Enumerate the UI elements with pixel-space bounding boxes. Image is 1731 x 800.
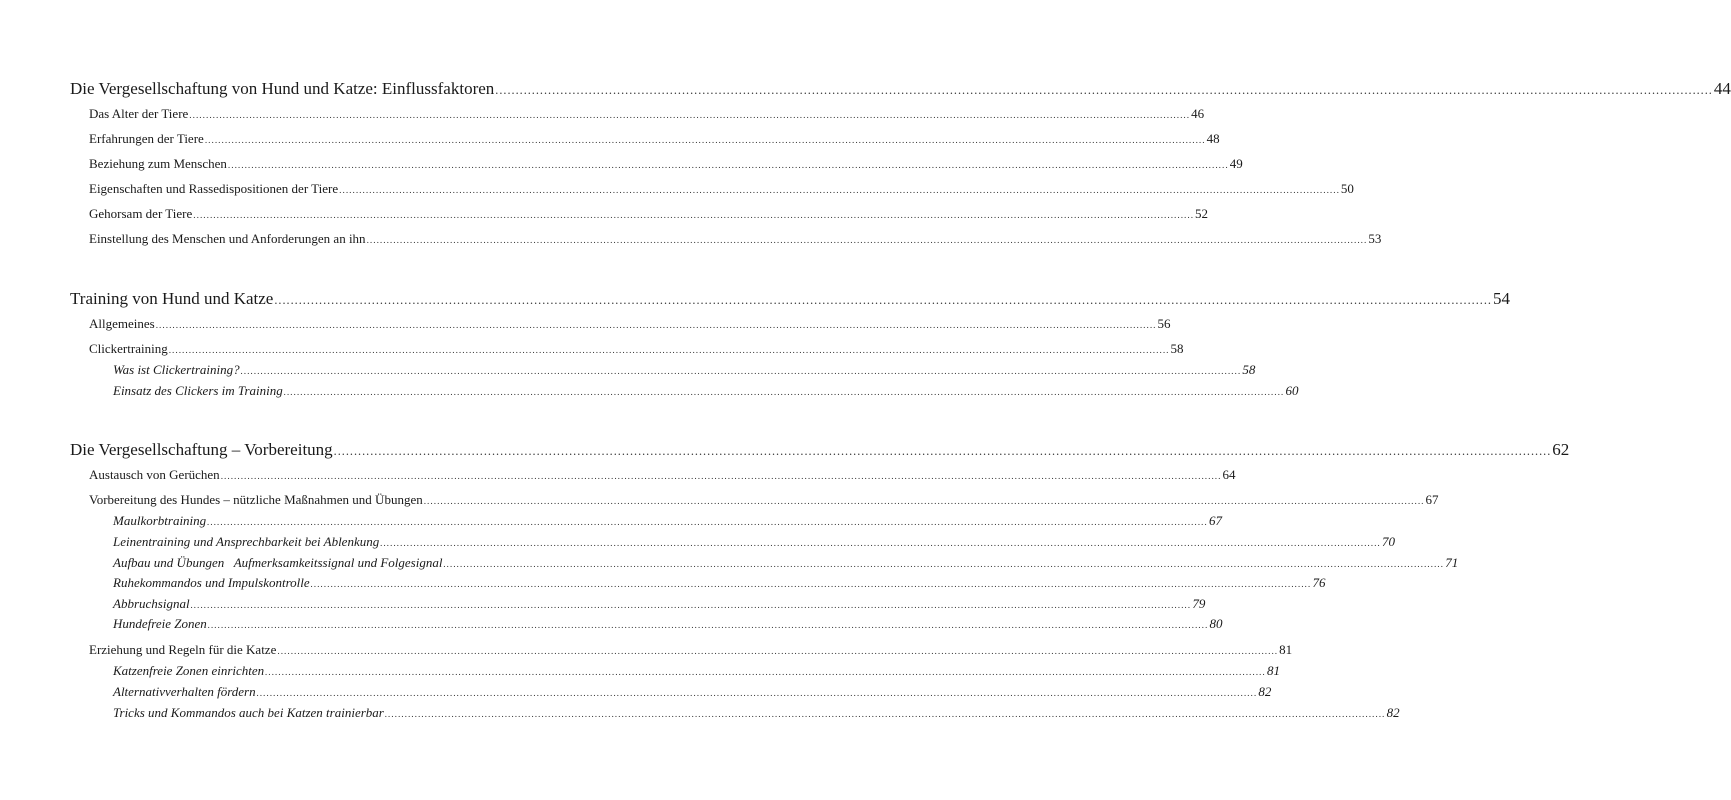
toc-subentry[interactable] bbox=[113, 383, 1299, 398]
dot-leader: ............................................................................................................................................................................................................................................................................................................ bbox=[339, 186, 1340, 196]
toc-entry[interactable] bbox=[89, 642, 1293, 657]
toc-page-number: 49 bbox=[1229, 156, 1243, 171]
toc-page-number: 71 bbox=[1445, 555, 1459, 570]
toc-entry[interactable] bbox=[89, 341, 1184, 356]
dot-leader: ............................................................................................................................................................................................................................................................................................................ bbox=[283, 388, 1285, 398]
toc-page-number: 81 bbox=[1279, 642, 1293, 657]
toc-subentry[interactable] bbox=[113, 705, 1400, 720]
toc-title: Austausch von Gerüchen bbox=[89, 467, 220, 482]
toc-subentry[interactable] bbox=[113, 684, 1272, 699]
toc-section-heading[interactable] bbox=[70, 440, 1570, 459]
toc-subentry[interactable] bbox=[113, 534, 1396, 549]
toc-page-number: 52 bbox=[1195, 206, 1209, 221]
toc-page-number: 58 bbox=[1242, 362, 1256, 377]
toc-subentry[interactable] bbox=[113, 555, 1459, 570]
toc-entry[interactable] bbox=[89, 206, 1209, 221]
dot-leader: ............................................................................................................................................................................................................................................................................................................ bbox=[155, 321, 1157, 331]
toc-subentry[interactable] bbox=[113, 616, 1223, 631]
toc-entry[interactable] bbox=[89, 156, 1243, 171]
toc-title: Alternativverhalten fördern bbox=[113, 684, 256, 699]
toc-page-number: 46 bbox=[1191, 106, 1205, 121]
toc-page-number: 81 bbox=[1266, 663, 1280, 678]
toc-title: Einstellung des Menschen und Anforderungen an ihn bbox=[89, 231, 366, 246]
toc-section-heading[interactable] bbox=[70, 79, 1731, 98]
toc-page-number: 60 bbox=[1285, 383, 1299, 398]
toc-entry[interactable] bbox=[89, 467, 1236, 482]
toc-page-number: 76 bbox=[1312, 575, 1326, 590]
dot-leader: ............................................................................................................................................................................................................................................................................................................ bbox=[277, 647, 1279, 657]
dot-leader: ............................................................................................................................................................................................................................................................................................................ bbox=[265, 668, 1266, 678]
toc-section-heading[interactable] bbox=[70, 289, 1510, 308]
toc-page-number: 50 bbox=[1340, 181, 1354, 196]
toc-subentry[interactable] bbox=[113, 362, 1256, 377]
toc-page-number: 44 bbox=[1713, 79, 1731, 98]
dot-leader: ............................................................................................................................................................................................................................................................................................................ bbox=[256, 689, 1258, 699]
dot-leader: ............................................................................................................................................................................................................................................................................................................ bbox=[274, 293, 1492, 307]
dot-leader: ............................................................................................................................................................................................................................................................................................................ bbox=[189, 111, 1191, 121]
dot-leader: ............................................................................................................................................................................................................................................................................................................ bbox=[204, 136, 1206, 146]
toc-page-number: 79 bbox=[1192, 596, 1206, 611]
toc-page-number: 54 bbox=[1492, 289, 1510, 308]
toc-title: Vorbereitung des Hundes – nützliche Maßnahmen und Übungen bbox=[89, 492, 423, 507]
toc-title: Einsatz des Clickers im Training bbox=[113, 383, 283, 398]
toc-title: Leinentraining und Ansprechbarkeit bei Ablenkung bbox=[113, 534, 380, 549]
toc-title: Eigenschaften und Rassedispositionen der Tiere bbox=[89, 181, 339, 196]
toc-subentry[interactable] bbox=[113, 575, 1326, 590]
dot-leader: ............................................................................................................................................................................................................................................................................................................ bbox=[220, 472, 1222, 482]
dot-leader: ............................................................................................................................................................................................................................................................................................................ bbox=[423, 497, 1425, 507]
toc-title: Abbruchsignal bbox=[113, 596, 190, 611]
toc-page-number: 70 bbox=[1382, 534, 1396, 549]
toc-page-number: 64 bbox=[1222, 467, 1236, 482]
dot-leader: ............................................................................................................................................................................................................................................................................................................ bbox=[207, 518, 1208, 528]
dot-leader: ............................................................................................................................................................................................................................................................................................................ bbox=[384, 710, 1386, 720]
toc-subentry[interactable] bbox=[113, 513, 1222, 528]
dot-leader: ............................................................................................................................................................................................................................................................................................................ bbox=[310, 580, 1312, 590]
toc-title: Training von Hund und Katze bbox=[70, 289, 274, 308]
dot-leader: ............................................................................................................................................................................................................................................................................................................ bbox=[193, 211, 1195, 221]
toc-entry[interactable] bbox=[89, 106, 1205, 121]
toc-title: Aufbau und Übungen Aufmerksamkeitssignal und Folgesignal bbox=[113, 555, 443, 570]
toc-title: Gehorsam der Tiere bbox=[89, 206, 193, 221]
dot-leader: ............................................................................................................................................................................................................................................................................................................ bbox=[443, 560, 1445, 570]
dot-leader: ............................................................................................................................................................................................................................................................................................................ bbox=[333, 444, 1552, 458]
toc-page-number: 82 bbox=[1386, 705, 1400, 720]
dot-leader: ............................................................................................................................................................................................................................................................................................................ bbox=[168, 346, 1170, 356]
toc-page-number: 80 bbox=[1209, 616, 1223, 631]
dot-leader: ............................................................................................................................................................................................................................................................................................................ bbox=[207, 621, 1209, 631]
toc-title: Erziehung und Regeln für die Katze bbox=[89, 642, 277, 657]
dot-leader: ............................................................................................................................................................................................................................................................................................................ bbox=[366, 236, 1368, 246]
toc-title: Ruhekommandos und Impulskontrolle bbox=[113, 575, 310, 590]
toc-entry[interactable] bbox=[89, 316, 1171, 331]
toc-entry[interactable] bbox=[89, 181, 1354, 196]
toc-page-number: 67 bbox=[1208, 513, 1222, 528]
toc-page-number: 67 bbox=[1425, 492, 1439, 507]
dot-leader: ............................................................................................................................................................................................................................................................................................................ bbox=[227, 161, 1229, 171]
toc-page-number: 56 bbox=[1157, 316, 1171, 331]
toc-page-number: 48 bbox=[1206, 131, 1220, 146]
toc-title: Katzenfreie Zonen einrichten bbox=[113, 663, 265, 678]
toc-subentry[interactable] bbox=[113, 663, 1280, 678]
dot-leader: ............................................................................................................................................................................................................................................................................................................ bbox=[190, 601, 1192, 611]
toc-title: Allgemeines bbox=[89, 316, 155, 331]
dot-leader: ............................................................................................................................................................................................................................................................................................................ bbox=[240, 367, 1242, 377]
toc-title: Beziehung zum Menschen bbox=[89, 156, 227, 171]
toc-entry[interactable] bbox=[89, 131, 1220, 146]
dot-leader: ............................................................................................................................................................................................................................................................................................................ bbox=[380, 539, 1382, 549]
toc-title: Die Vergesellschaftung – Vorbereitung bbox=[70, 440, 333, 459]
toc-title: Was ist Clickertraining? bbox=[113, 362, 240, 377]
toc-entry[interactable] bbox=[89, 231, 1382, 246]
toc-title: Maulkorbtraining bbox=[113, 513, 207, 528]
toc-title: Erfahrungen der Tiere bbox=[89, 131, 204, 146]
toc-title: Die Vergesellschaftung von Hund und Katze: Einflussfaktoren bbox=[70, 79, 495, 98]
toc-entry[interactable] bbox=[89, 492, 1439, 507]
toc-subentry[interactable] bbox=[113, 596, 1206, 611]
toc-title: Hundefreie Zonen bbox=[113, 616, 207, 631]
toc-title: Clickertraining bbox=[89, 341, 168, 356]
toc-title: Tricks und Kommandos auch bei Katzen trainierbar bbox=[113, 705, 384, 720]
toc-title: Das Alter der Tiere bbox=[89, 106, 189, 121]
toc-page-number: 53 bbox=[1368, 231, 1382, 246]
dot-leader: ............................................................................................................................................................................................................................................................................................................ bbox=[495, 83, 1713, 97]
toc-page-number: 62 bbox=[1552, 440, 1570, 459]
toc-page-number: 82 bbox=[1258, 684, 1272, 699]
toc-page-number: 58 bbox=[1170, 341, 1184, 356]
